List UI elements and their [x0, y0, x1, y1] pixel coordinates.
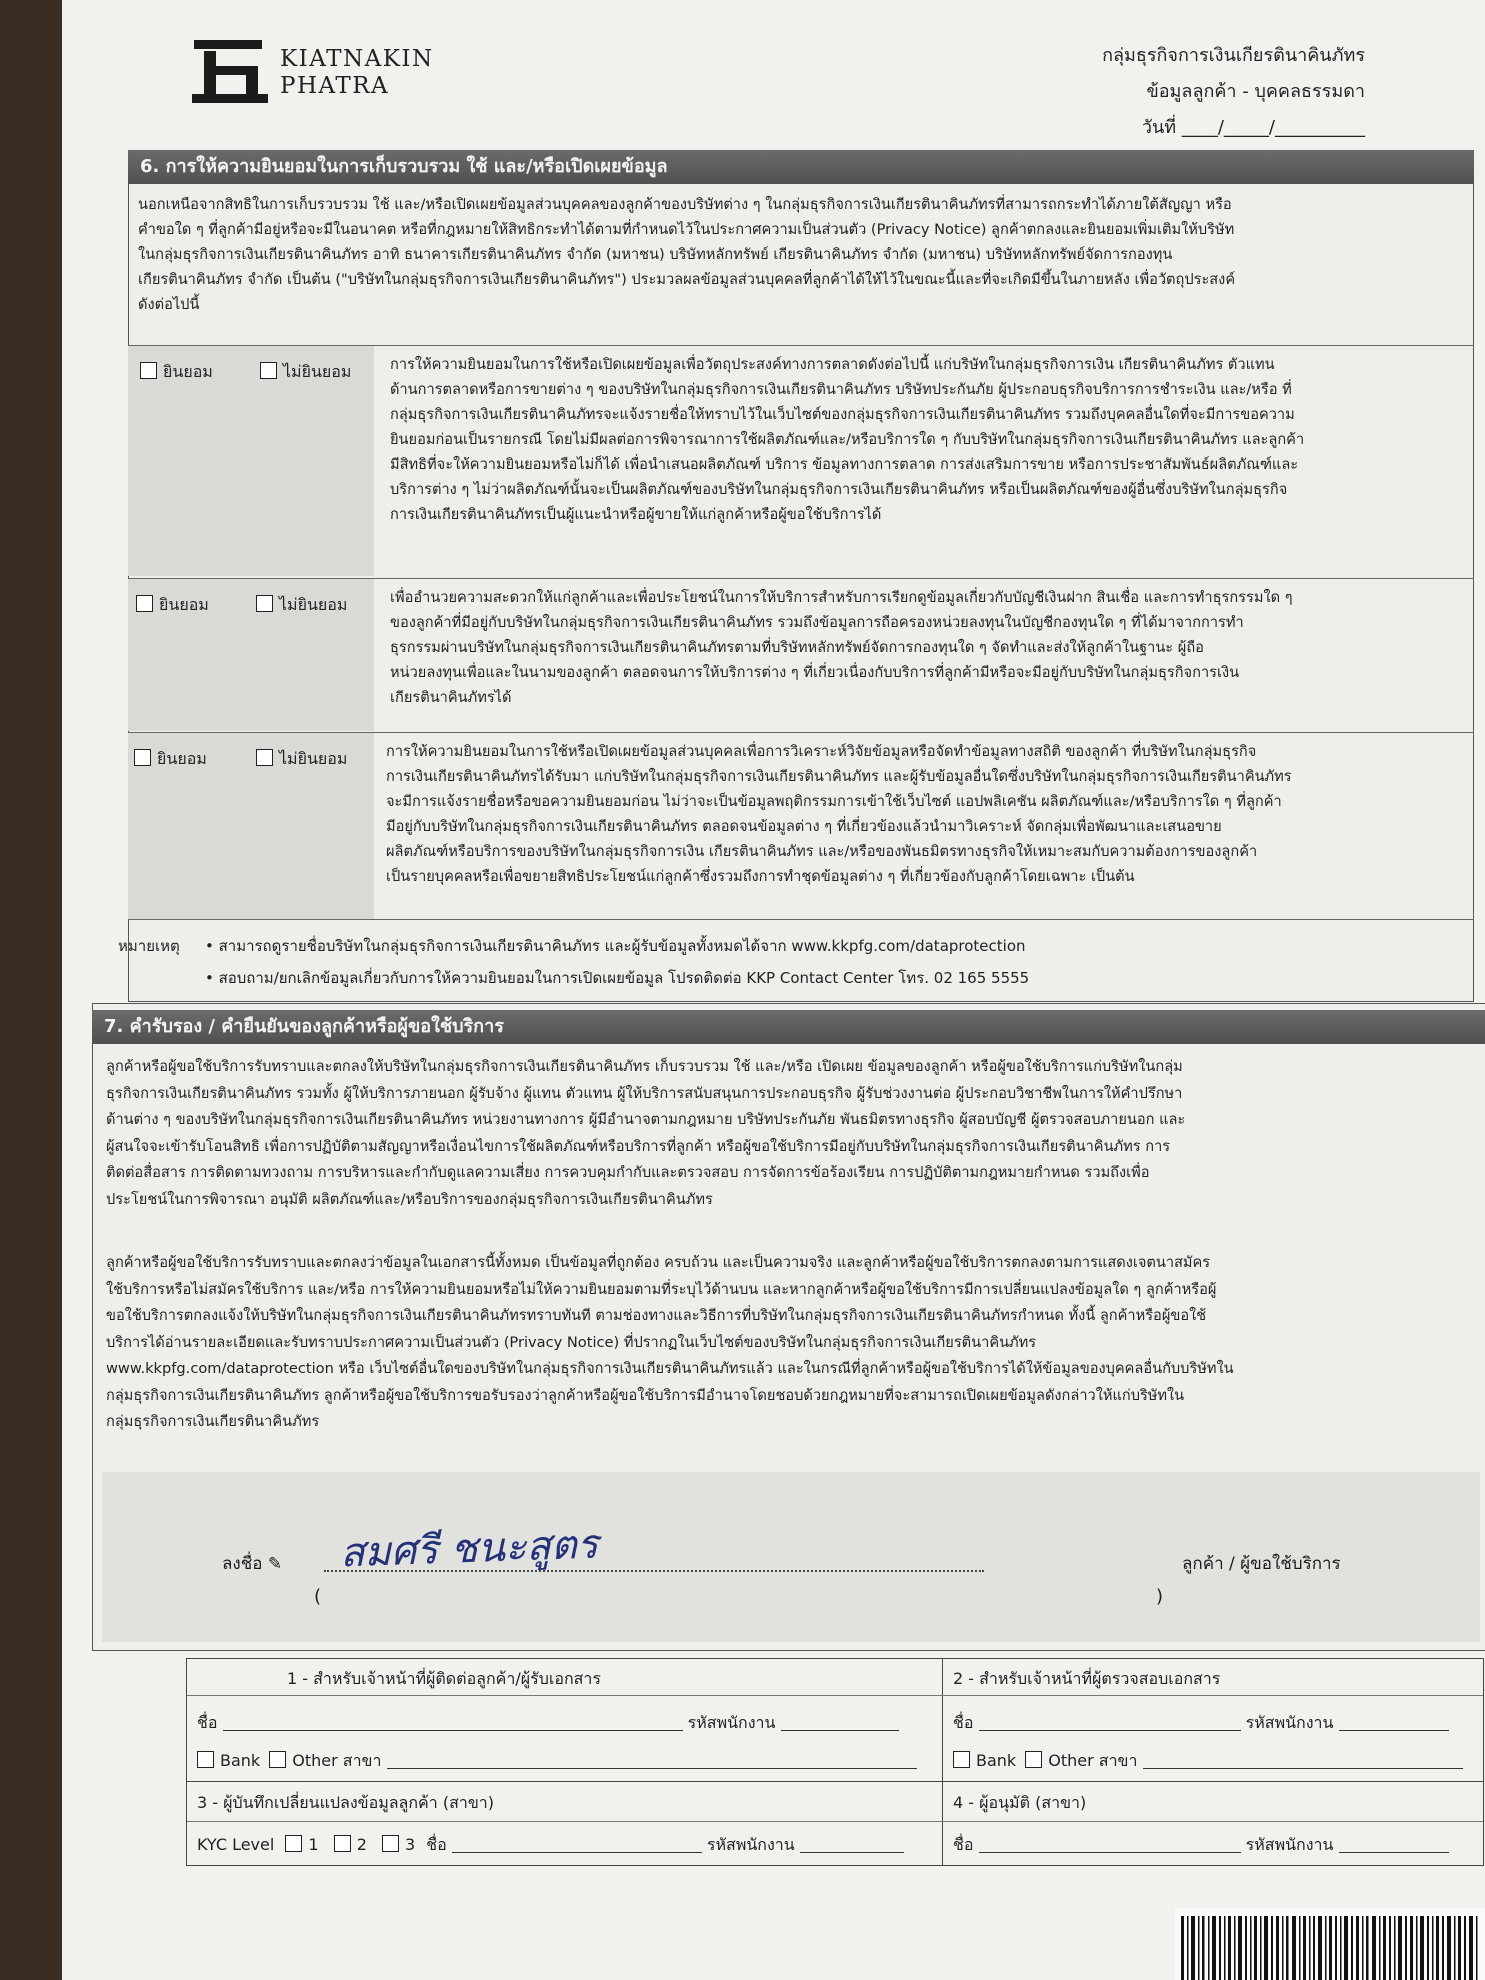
consent-line: การเงินเกียรตินาคินภัทรได้รับมา แก่บริษัทในกลุ่มธุรกิจการเงินเกียรตินาคินภัทร และผู้รับข้อมูลอื่นใดซึ่งบริษัทในกลุ่มธุรกิจการเงินเกียรตินาคินภัทร	[386, 768, 1292, 785]
consent-text	[390, 352, 1464, 527]
barcode-icon	[1175, 1908, 1485, 1980]
decline-label: ไม่ยินยอม	[279, 749, 348, 768]
box-4-title: 4 - ผู้อนุมัติ (สาขา)	[953, 1793, 1087, 1812]
consent-text	[390, 585, 1464, 710]
decline-option[interactable]	[256, 593, 347, 618]
box-2-name-row	[953, 1711, 1449, 1736]
kyc-level: 1	[308, 1835, 319, 1854]
box-1-name-row	[197, 1711, 899, 1736]
logo-line-1: KIATNAKIN	[280, 46, 434, 72]
header-right	[1102, 38, 1365, 146]
para-line: ติดต่อสื่อสาร การติดตามทวงถาม การบริหารและกำกับดูแลความเสี่ยง การควบคุมกำกับและตรวจสอบ การจัดการข้อร้องเรียน การปฏิบัติตามกฎหมายกำหนด รวมถึงเพื่อ	[106, 1164, 1150, 1181]
section-6-title: 6. การให้ความยินยอมในการเก็บรวบรวม ใช้ และ/หรือเปิดเผยข้อมูล	[128, 150, 1474, 184]
group-title: กลุ่มธุรกิจการเงินเกียรตินาคินภัทร	[1102, 45, 1365, 66]
paren-close: )	[1156, 1586, 1164, 1607]
para-line: ลูกค้าหรือผู้ขอใช้บริการรับทราบและตกลงให้บริษัทในกลุ่มธุรกิจการเงินเกียรตินาคินภัทร เก็บรวบรวม ใช้ และ/หรือ เปิดเผย ข้อมูลของลูกค้า หรือผู้ขอใช้บริการแก่บริษัทในกลุ่ม	[106, 1058, 1183, 1075]
bank-checkbox-icon[interactable]	[953, 1751, 970, 1768]
kkp-logo-icon	[190, 38, 270, 108]
para-line: ด้านต่าง ๆ ของบริษัทในกลุ่มธุรกิจการเงินเกียรตินาคินภัทร หน่วยงานทางการ ผู้มีอำนาจตามกฎหมาย บริษัทประกันภัย พันธมิตรทางธุรกิจ ผู้สอบบัญชี ผู้ตรวจสอบภายนอก และ	[106, 1111, 1186, 1128]
checkbox-icon[interactable]	[140, 362, 157, 379]
para-line: กลุ่มธุรกิจการเงินเกียรตินาคินภัทร	[106, 1413, 320, 1430]
sign-label: ลงชื่อ ✎	[222, 1554, 283, 1574]
para-line: ธุรกิจการเงินเกียรตินาคินภัทร รวมทั้ง ผู้ให้บริการภายนอก ผู้รับจ้าง ผู้แทน ตัวแทน ผู้ให้บริการสนับสนุนการประกอบธุรกิจ ผู้รับช่วงงานต่อ ผู้ประกอบวิชาชีพในการให้คำปรึกษา	[106, 1084, 1183, 1102]
consent-text	[386, 739, 1464, 889]
box-2-title: 2 - สำหรับเจ้าหน้าที่ผู้ตรวจสอบเอกสาร	[953, 1669, 1221, 1688]
box-2-branch-row	[953, 1749, 1463, 1774]
consent-label: ยินยอม	[163, 362, 213, 381]
name-label: ชื่อ	[953, 1835, 974, 1854]
logo-line-2: PHATRA	[280, 73, 390, 99]
para-line: กลุ่มธุรกิจการเงินเกียรตินาคินภัทร ลูกค้าหรือผู้ขอใช้บริการขอรับรองว่าลูกค้าหรือผู้ขอใช้บริการมีอำนาจโดยชอบด้วยกฎหมายที่จะสามารถเปิดเผยข้อมูลดังกล่าวให้แก่บริษัทใน	[106, 1386, 1185, 1404]
checkbox-icon[interactable]	[256, 595, 273, 612]
box-1-title: 1 - สำหรับเจ้าหน้าที่ผู้ติดต่อลูกค้า/ผู้รับเอกสาร	[287, 1669, 601, 1688]
branch-field[interactable]	[387, 1752, 917, 1769]
para-line: www.kkpfg.com/dataprotection หรือ เว็บไซต์อื่นใดของบริษัทในกลุ่มธุรกิจการเงินเกียรตินาคินภัทรแล้ว และในกรณีที่ลูกค้าหรือผู้ขอใช้บริการได้ให้ข้อมูลของบุคคลอื่นกับบริษัทใน	[106, 1360, 1234, 1377]
consent-line: จะมีการแจ้งรายชื่อหรือขอความยินยอมก่อน ไม่ว่าจะเป็นข้อมูลพฤติกรรมการเข้าใช้เว็บไซต์ แอปพลิเคชัน ผลิตภัณฑ์และ/หรือบริการใด ๆ ที่ลูกค้า	[386, 793, 1282, 810]
emp-id-label: รหัสพนักงาน	[1245, 1835, 1334, 1854]
name-label: ชื่อ	[426, 1835, 447, 1854]
consent-line: ธุรกรรมผ่านบริษัทในกลุ่มธุรกิจการเงินเกียรตินาคินภัทรตามที่บริษัทหลักทรัพย์จัดการกองทุนใด ๆ จัดทำและส่งให้ลูกค้าในฐานะ ผู้ถือ	[390, 639, 1204, 656]
emp-id-field[interactable]	[1339, 1836, 1449, 1853]
paren-open: (	[314, 1586, 322, 1607]
section-7-title: 7. คำรับรอง / คำยืนยันของลูกค้าหรือผู้ขอใช้บริการ	[92, 1010, 1485, 1044]
emp-id-field[interactable]	[800, 1836, 904, 1853]
consent-line: การเงินเกียรตินาคินภัทรเป็นผู้แนะนำหรือผู้ขายให้แก่ลูกค้าหรือผู้ขอใช้บริการได้	[390, 506, 882, 523]
decline-option[interactable]	[256, 747, 347, 772]
consent-line: หน่วยลงทุนเพื่อและในนามของลูกค้า ตลอดจนการให้บริการต่าง ๆ ที่เกี่ยวเนื่องกับบริการที่ลูกค้ามีหรือจะมีอยู่กับบริษัทในกลุ่มธุรกิจการเงิน	[390, 664, 1240, 681]
consent-line: มีอยู่กับบริษัทในกลุ่มธุรกิจการเงินเกียรตินาคินภัทร ตลอดจนข้อมูลต่าง ๆ ที่เกี่ยวข้องแล้วนำมาวิเคราะห์ จัดกลุ่มเพื่อพัฒนาและเสนอขาย	[386, 818, 1222, 835]
intro-line: เกียรตินาคินภัทร จำกัด เป็นต้น ("บริษัทในกลุ่มธุรกิจการเงินเกียรตินาคินภัทร") ประมวลผลข้อมูลส่วนบุคคลที่ลูกค้าได้ให้ไว้ในขณะนี้และที่จะเกิดมีขึ้นในภายหลัง เพื่อวัตถุประสงค์	[138, 271, 1236, 288]
other-checkbox-icon[interactable]	[1025, 1751, 1042, 1768]
date-blank: ____/_____/__________	[1181, 117, 1365, 138]
bank-checkbox-icon[interactable]	[197, 1751, 214, 1768]
consent-label: ยินยอม	[157, 749, 207, 768]
checkbox-icon[interactable]	[134, 749, 151, 766]
section-7-para-1	[106, 1054, 1476, 1213]
section-6-intro	[138, 192, 1468, 317]
form-page	[62, 0, 1485, 1980]
kyc-level: 3	[404, 1835, 416, 1854]
other-checkbox-icon[interactable]	[269, 1751, 286, 1768]
para-line: ผู้สนใจจะเข้ารับโอนสิทธิ เพื่อการปฏิบัติตามสัญญาหรือเงื่อนไขการใช้ผลิตภัณฑ์หรือบริการที่ลูกค้า หรือผู้ขอใช้บริการมีอยู่กับบริษัทในกลุ่มธุรกิจการเงินเกียรตินาคินภัทร การ	[106, 1137, 1171, 1155]
row-divider	[187, 1695, 1483, 1696]
consent-line: ยินยอมก่อนเป็นรายกรณี โดยไม่มีผลต่อการพิจารณาการใช้ผลิตภัณฑ์และ/หรือบริการใด ๆ กับบริษัทในกลุ่มธุรกิจการเงินเกียรตินาคินภัทร และลูกค้า	[390, 431, 1305, 448]
intro-line: คำขอใด ๆ ที่ลูกค้ามีอยู่หรือจะมีในอนาคต หรือที่กฎหมายให้สิทธิกระทำได้ตามที่กำหนดไว้ในประกาศความเป็นส่วนตัว (Privacy Notice) ลูกค้าตกลงและยินยอมเพิ่มเติมให้บริษัท	[138, 221, 1235, 238]
kyc-label: KYC Level	[197, 1835, 275, 1854]
branch-field[interactable]	[1143, 1752, 1463, 1769]
column-divider	[942, 1659, 943, 1865]
date-label: วันที่	[1141, 117, 1177, 138]
bank-label: Bank	[976, 1751, 1017, 1770]
emp-id-field[interactable]	[781, 1714, 899, 1731]
other-label: Other สาขา	[1048, 1751, 1138, 1770]
name-field[interactable]	[452, 1836, 702, 1853]
box-4-name-row	[953, 1833, 1449, 1858]
other-label: Other สาขา	[292, 1751, 382, 1770]
kyc-1-checkbox-icon[interactable]	[285, 1835, 302, 1852]
note-line: • สามารถดูรายชื่อบริษัทในกลุ่มธุรกิจการเงินเกียรตินาคินภัทร และผู้รับข้อมูลทั้งหมดได้จาก www.kkpfg.com/dataprotection	[205, 937, 1026, 955]
kyc-level: 2	[356, 1835, 367, 1854]
para-line: ขอใช้บริการตกลงแจ้งให้บริษัทในกลุ่มธุรกิจการเงินเกียรตินาคินภัทรทราบทันที ตามช่องทางและวิธีการที่บริษัทในกลุ่มธุรกิจการเงินเกียรตินาคินภัทรกำหนด ทั้งนี้ ลูกค้าหรือผู้ขอใช้	[106, 1307, 1207, 1324]
staff-table	[186, 1658, 1484, 1866]
consent-line: เป็นรายบุคคลหรือเพื่อขยายสิทธิประโยชน์แก่ลูกค้าซึ่งรวมถึงการทำชุดข้อมูลต่าง ๆ ที่เกี่ยวข้องกับลูกค้าโดยเฉพาะ เป็นต้น	[386, 868, 1135, 885]
name-field[interactable]	[979, 1714, 1241, 1731]
consent-line: เกียรตินาคินภัทรได้	[390, 689, 512, 706]
consent-line: การให้ความยินยอมในการใช้หรือเปิดเผยข้อมูลเพื่อวัตถุประสงค์ทางการตลาดดังต่อไปนี้ แก่บริษัทในกลุ่มธุรกิจการเงิน เกียรตินาคินภัทร ตัวแทน	[390, 356, 1275, 373]
consent-item-analytics	[128, 732, 1474, 920]
consent-option[interactable]	[140, 360, 213, 385]
logo-wordmark	[280, 46, 434, 100]
date-field[interactable]	[1102, 110, 1365, 146]
consent-option[interactable]	[136, 593, 209, 618]
emp-id-field[interactable]	[1339, 1714, 1449, 1731]
decline-option[interactable]	[260, 360, 351, 385]
emp-id-label: รหัสพนักงาน	[687, 1713, 776, 1732]
handwritten-signature: สมศรี ชนะสูตร	[339, 1521, 599, 1577]
para-line: ลูกค้าหรือผู้ขอใช้บริการรับทราบและตกลงว่าข้อมูลในเอกสารนี้ทั้งหมด เป็นข้อมูลที่ถูกต้อง ครบถ้วน และเป็นความจริง และลูกค้าหรือผู้ขอใช้บริการตกลงตามการแสดงเจตนาสมัคร	[106, 1254, 1211, 1271]
consent-line: กลุ่มธุรกิจการเงินเกียรตินาคินภัทรจะแจ้งรายชื่อให้ทราบไว้ในเว็บไซต์ของกลุ่มธุรกิจการเงินเกียรตินาคินภัทร รวมถึงบุคคลอื่นใดที่จะมีการขอความ	[390, 406, 1295, 423]
kyc-3-checkbox-icon[interactable]	[382, 1835, 399, 1852]
consent-line: เพื่ออำนวยความสะดวกให้แก่ลูกค้าและเพื่อประโยชน์ในการให้บริการสำหรับการเรียกดูข้อมูลเกี่ยวกับบัญชีเงินฝาก สินเชื่อ และการทำธุรกรรมใด ๆ	[390, 589, 1293, 606]
consent-label: ยินยอม	[159, 595, 209, 614]
intro-line: ในกลุ่มธุรกิจการเงินเกียรตินาคินภัทร อาทิ ธนาคารเกียรตินาคินภัทร จำกัด (มหาชน) บริษัทหลักทรัพย์ เกียรตินาคินภัทร จำกัด (มหาชน) บริษัทหลักทรัพย์จัดการกองทุน	[138, 246, 1173, 263]
box-1-branch-row	[197, 1749, 917, 1774]
decline-label: ไม่ยินยอม	[279, 595, 348, 614]
consent-line: บริการต่าง ๆ ไม่ว่าผลิตภัณฑ์นั้นจะเป็นผลิตภัณฑ์ของบริษัทในกลุ่มธุรกิจการเงินเกียรตินาคินภัทร หรือเป็นผลิตภัณฑ์ของผู้อื่นซึ่งบริษัทในกลุ่มธุรกิจ	[390, 481, 1288, 498]
name-field[interactable]	[223, 1714, 683, 1731]
name-label: ชื่อ	[197, 1713, 218, 1732]
name-field[interactable]	[979, 1836, 1241, 1853]
checkbox-icon[interactable]	[256, 749, 273, 766]
consent-line: ของลูกค้าที่มีอยู่กับบริษัทในกลุ่มธุรกิจการเงินเกียรตินาคินภัทร รวมถึงข้อมูลการถือครองหน่วยลงทุนในบัญชีกองทุนใด ๆ ที่ได้มาจากการทำ	[390, 614, 1244, 631]
section-7-para-2	[106, 1250, 1476, 1436]
consent-item-marketing	[128, 345, 1474, 576]
consent-line: การให้ความยินยอมในการใช้หรือเปิดเผยข้อมูลส่วนบุคคลเพื่อการวิเคราะห์วิจัยข้อมูลหรือจัดทำข้อมูลทางสถิติ ของลูกค้า ที่บริษัทในกลุ่มธุรกิจ	[386, 743, 1257, 760]
para-line: บริการได้อ่านรายละเอียดและรับทราบประกาศความเป็นส่วนตัว (Privacy Notice) ที่ปรากฏในเว็บไซต์ของบริษัทในกลุ่มธุรกิจการเงินเกียรตินาคินภัทร	[106, 1333, 1037, 1351]
consent-option[interactable]	[134, 747, 207, 772]
row-divider	[187, 1781, 1483, 1782]
checkbox-icon[interactable]	[260, 362, 277, 379]
note-label: หมายเหตุ	[118, 937, 180, 955]
box-3-kyc-row	[197, 1833, 904, 1858]
para-line: ประโยชน์ในการพิจารณา อนุมัติ ผลิตภัณฑ์และ/หรือบริการของกลุ่มธุรกิจการเงินเกียรตินาคินภัทร	[106, 1190, 713, 1208]
emp-id-label: รหัสพนักงาน	[1245, 1713, 1334, 1732]
para-line: ใช้บริการหรือไม่สมัครใช้บริการ และ/หรือ การให้ความยินยอมหรือไม่ให้ความยินยอมตามที่ระบุไว้ด้านบน และหากลูกค้าหรือผู้ขอใช้บริการมีการเปลี่ยนแปลงข้อมูลใด ๆ ลูกค้าหรือผู้	[106, 1280, 1217, 1298]
emp-id-label: รหัสพนักงาน	[706, 1835, 795, 1854]
consent-line: ผลิตภัณฑ์หรือบริการของบริษัทในกลุ่มธุรกิจการเงิน เกียรตินาคินภัทร และ/หรือของพันธมิตรทางธุรกิจให้เหมาะสมกับความต้องการของลูกค้า	[386, 843, 1258, 860]
consent-line: ด้านการตลาดหรือการขายต่าง ๆ ของบริษัทในกลุ่มธุรกิจการเงินเกียรตินาคินภัทร บริษัทประกันภัย ผู้ประกอบธุรกิจบริการการชำระเงิน และ/หรือ ที่	[390, 381, 1292, 398]
sign-role: ลูกค้า / ผู้ขอใช้บริการ	[1182, 1554, 1341, 1574]
intro-line: ดังต่อไปนี้	[138, 296, 200, 313]
pen-icon: ✎	[262, 1554, 283, 1574]
decline-label: ไม่ยินยอม	[283, 362, 352, 381]
kyc-2-checkbox-icon[interactable]	[334, 1835, 351, 1852]
checkbox-icon[interactable]	[136, 595, 153, 612]
form-title: ข้อมูลลูกค้า - บุคคลธรรมดา	[1146, 81, 1365, 102]
box-3-title: 3 - ผู้บันทึกเปลี่ยนแปลงข้อมูลลูกค้า (สาขา)	[197, 1793, 494, 1812]
consent-item-account-info	[128, 578, 1474, 731]
bank-label: Bank	[220, 1751, 261, 1770]
row-divider	[187, 1821, 1483, 1822]
note-line: • สอบถาม/ยกเลิกข้อมูลเกี่ยวกับการให้ความยินยอมในการเปิดเผยข้อมูล โปรดติดต่อ KKP Contact Center โทร. 02 165 5555	[205, 969, 1030, 987]
intro-line: นอกเหนือจากสิทธิในการเก็บรวบรวม ใช้ และ/หรือเปิดเผยข้อมูลส่วนบุคคลของลูกค้าของบริษัทต่าง ๆ ในกลุ่มธุรกิจการเงินเกียรตินาคินภัทรที่สามารถกระทำได้ภายใต้สัญญา หรือ	[138, 196, 1232, 213]
consent-line: มีสิทธิที่จะให้ความยินยอมหรือไม่ก็ได้ เพื่อนำเสนอผลิตภัณฑ์ บริการ ข้อมูลทางการตลาด การส่งเสริมการขาย หรือการประชาสัมพันธ์ผลิตภัณฑ์และ	[390, 456, 1299, 473]
name-label: ชื่อ	[953, 1713, 974, 1732]
